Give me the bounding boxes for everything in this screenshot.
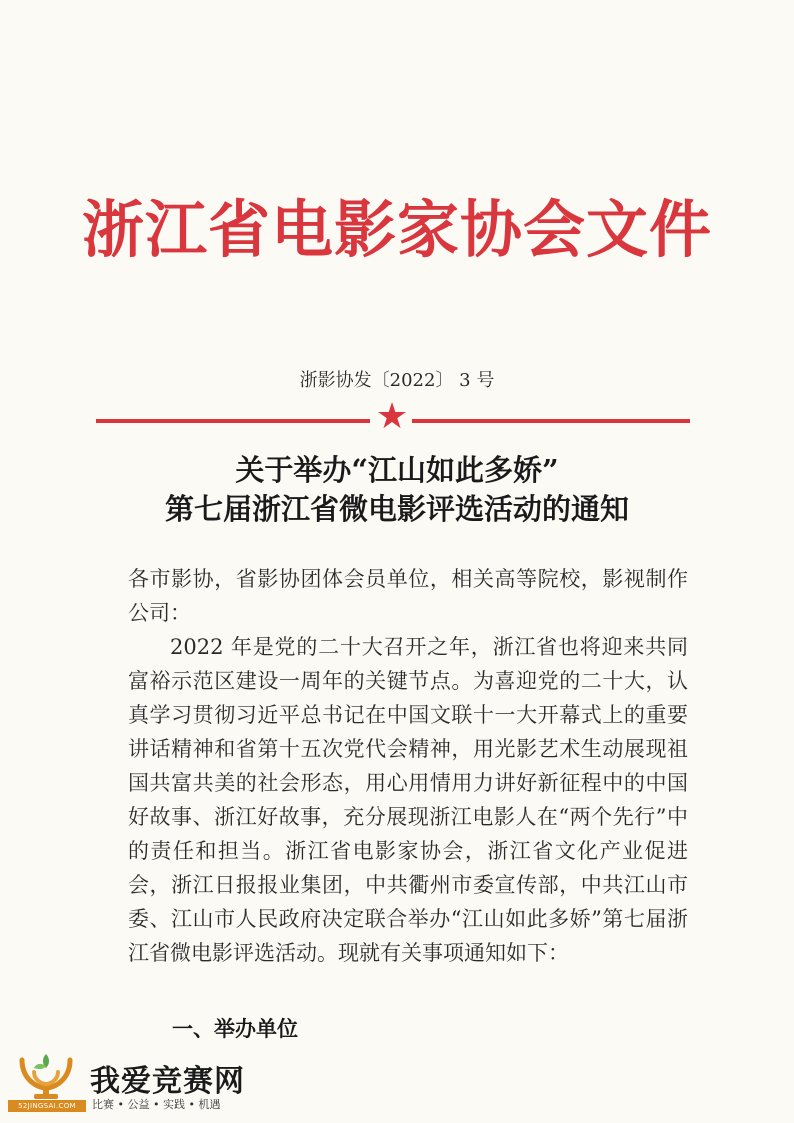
notice-title-line-1: 关于举办“江山如此多娇”	[235, 453, 559, 487]
section-heading: 一、举办单位	[172, 1016, 298, 1041]
watermark-site-name: 我爱竞赛网	[90, 1064, 245, 1099]
trophy-icon	[14, 1050, 78, 1102]
salutation: 各市影协，省影协团体会员单位，相关高等院校，影视制作公司：	[128, 567, 688, 625]
document-header-title: 浙江省电影家协会文件	[81, 193, 712, 266]
body-paragraph: 2022 年是党的二十大召开之年，浙江省也将迎来共同富裕示范区建设一周年的关键节点。为喜迎党的二十大，认真学习贯彻习近平总书记在中国文联十一大开幕式上的重要讲话精神和省第十五次党代会精神，用光影艺术生动展现祖国共富共美的社会形态，用心用情用力讲好新征程中的中国好故事、浙江好故事，充分展现浙江电影人在“两个先行”中的责任和担当。浙江省电影家协会，浙江省文化产业促进会，浙江日报报业集团，中共衢州市委宣传部，中共江山市委、江山市人民政府决定联合举办“江山如此多娇”第七届浙江省微电影评选活动。现就有关事项通知如下：	[128, 635, 688, 965]
red-divider-left	[96, 419, 370, 423]
star-icon: ★	[375, 396, 409, 437]
site-watermark	[8, 1048, 268, 1114]
notice-title-line-2: 第七届浙江省微电影评选活动的通知	[164, 492, 629, 526]
watermark-tagline: 比赛 • 公益 • 实践 • 机遇	[92, 1098, 221, 1111]
red-divider-right	[412, 419, 690, 423]
document-number: 浙影协发〔2022〕 3 号	[299, 370, 495, 391]
watermark-domain: 52JINGSAI.COM	[8, 1100, 86, 1112]
